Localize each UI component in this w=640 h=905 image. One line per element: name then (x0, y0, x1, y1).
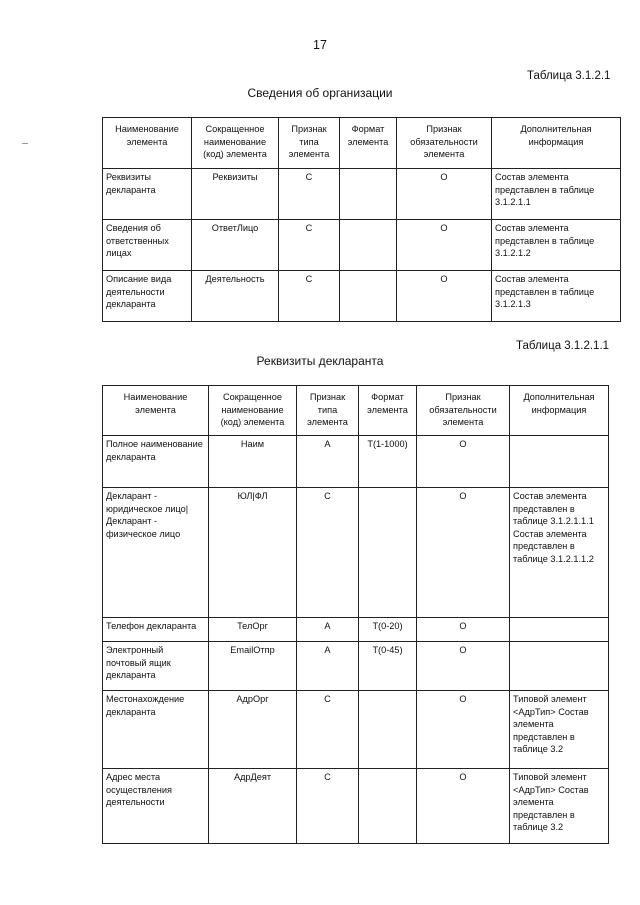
table-cell: О (417, 488, 510, 618)
table-cell: О (417, 769, 510, 844)
header-cell: Наименование элемента (103, 118, 192, 169)
table1-title: Сведения об организации (247, 86, 393, 100)
table-cell: Электронный почтовый ящик декларанта (103, 642, 209, 691)
table-cell: Деятельность (192, 271, 279, 322)
table-cell: О (417, 436, 510, 488)
header-cell: Сокращенное наименование (код) элемента (209, 386, 297, 436)
table-row (103, 642, 609, 691)
table-cell: ОтветЛицо (192, 220, 279, 271)
header-cell: Формат элемента (340, 118, 397, 169)
table-cell (359, 488, 417, 618)
table-cell (510, 642, 609, 691)
table-row (103, 220, 621, 271)
header-cell: Дополнительная информация (510, 386, 609, 436)
table-cell: С (279, 271, 340, 322)
table-cell: С (279, 169, 340, 220)
table-cell: О (397, 271, 492, 322)
table-cell: С (279, 220, 340, 271)
table-row (103, 271, 621, 322)
table-cell: А (297, 642, 359, 691)
table-cell: Т(0-20) (359, 618, 417, 642)
table-cell: АдрОрг (209, 691, 297, 769)
table-cell: О (397, 169, 492, 220)
table2-label: Таблица 3.1.2.1.1 (516, 340, 610, 352)
table1-label: Таблица 3.1.2.1 (527, 70, 611, 82)
table-cell: Т(1-1000) (359, 436, 417, 488)
header-cell: Сокращенное наименование (код) элемента (192, 118, 279, 169)
table-cell: Сведения об ответственных лицах (103, 220, 192, 271)
table-cell: Полное наименование декларанта (103, 436, 209, 488)
header-cell: Признак обязательности элемента (417, 386, 510, 436)
table-cell: О (417, 618, 510, 642)
table-cell: Наим (209, 436, 297, 488)
header-cell: Признак типа элемента (297, 386, 359, 436)
table-cell (340, 169, 397, 220)
table-header-row (103, 118, 621, 169)
table-cell: О (417, 691, 510, 769)
header-cell: Наименование элемента (103, 386, 209, 436)
table-cell: О (397, 220, 492, 271)
table-cell: Типовой элемент <АдрТип> Состав элемента представлен в таблице 3.2 (510, 769, 609, 844)
header-cell: Дополнительная информация (492, 118, 621, 169)
table-cell (340, 271, 397, 322)
table-cell: Местонахождение декларанта (103, 691, 209, 769)
table-cell: Т(0-45) (359, 642, 417, 691)
scan-margin-mark (22, 143, 28, 144)
table-cell: Адрес места осуществления деятельности (103, 769, 209, 844)
table-cell (510, 436, 609, 488)
table-cell: Типовой элемент <АдрТип> Состав элемента представлен в таблице 3.2 (510, 691, 609, 769)
table-row (103, 769, 609, 844)
organization-info-table (102, 117, 621, 322)
table-cell: Телефон декларанта (103, 618, 209, 642)
table-row (103, 618, 609, 642)
table-cell: Состав элемента представлен в таблице 3.1.2.1.1.1 Состав элемента представлен в таблице 3.1.2.1.1.2 (510, 488, 609, 618)
table-cell: Декларант - юридическое лицо| Декларант - физическое лицо (103, 488, 209, 618)
table-cell: А (297, 436, 359, 488)
table-cell: С (297, 769, 359, 844)
table-cell: С (297, 691, 359, 769)
table-cell: О (417, 642, 510, 691)
table-header-row (103, 386, 609, 436)
table-cell: АдрДеят (209, 769, 297, 844)
table-cell (340, 220, 397, 271)
table-cell: А (297, 618, 359, 642)
declarant-details-table (102, 385, 609, 844)
table-row (103, 436, 609, 488)
table-cell: Реквизиты декларанта (103, 169, 192, 220)
header-cell: Признак типа элемента (279, 118, 340, 169)
table-cell: Состав элемента представлен в таблице 3.1.2.1.3 (492, 271, 621, 322)
table-row (103, 169, 621, 220)
header-cell: Формат элемента (359, 386, 417, 436)
table-cell: Описание вида деятельности декларанта (103, 271, 192, 322)
table-cell: Реквизиты (192, 169, 279, 220)
table-cell: ЮЛ|ФЛ (209, 488, 297, 618)
table-cell: ТелОрг (209, 618, 297, 642)
table-cell: С (297, 488, 359, 618)
page-number: 17 (313, 38, 327, 52)
table-row (103, 691, 609, 769)
table-cell: Состав элемента представлен в таблице 3.1.2.1.2 (492, 220, 621, 271)
table-cell: Состав элемента представлен в таблице 3.1.2.1.1 (492, 169, 621, 220)
table-cell (510, 618, 609, 642)
table2-title: Реквизиты декларанта (256, 354, 384, 368)
table-cell: EmailОтпр (209, 642, 297, 691)
header-cell: Признак обязательности элемента (397, 118, 492, 169)
table-cell (359, 691, 417, 769)
table-cell (359, 769, 417, 844)
table-row (103, 488, 609, 618)
